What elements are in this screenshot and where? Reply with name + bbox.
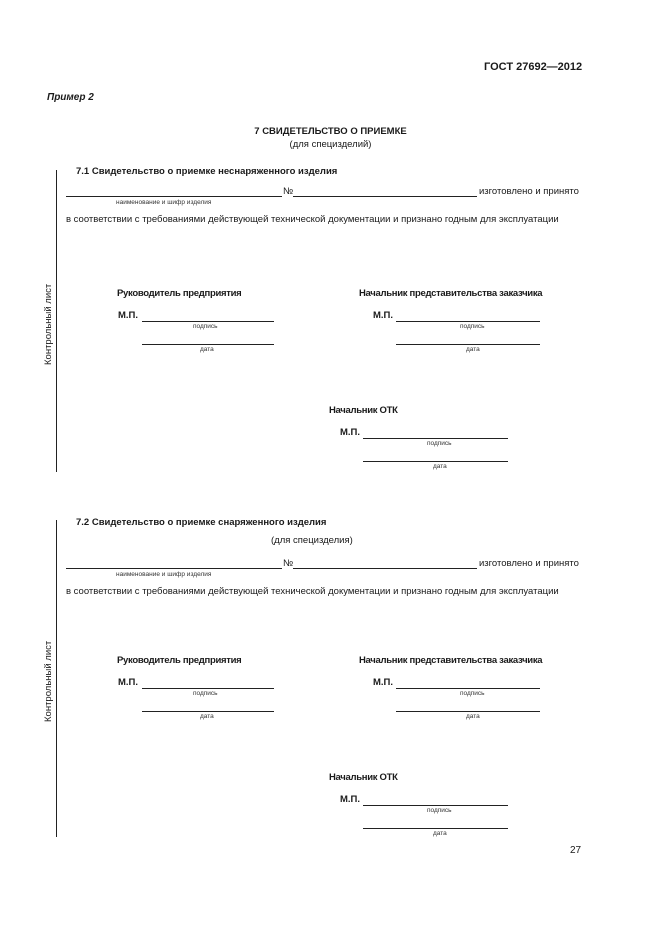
section2-qc-date-line[interactable] (363, 828, 508, 829)
section2-rep-date-line[interactable] (396, 711, 540, 712)
section1-rep-signature-caption: подпись (460, 323, 485, 330)
section1-side-label: Контрольный лист (43, 283, 54, 365)
section2-head-role: Руководитель предприятия (117, 655, 242, 666)
section2-accepted-text: изготовлено и принято (479, 558, 579, 569)
section2-rep-role: Начальник представительства заказчика (359, 655, 543, 666)
section2-subtitle: (для специзделия) (271, 535, 353, 546)
section1-rep-date-line[interactable] (396, 344, 540, 345)
section2-qc-mp: М.П. (340, 794, 361, 805)
section1-head-signature-line[interactable] (142, 321, 274, 322)
section1-number-line[interactable] (293, 196, 477, 197)
section2-head-signature-caption: подпись (193, 690, 218, 697)
example-label: Пример 2 (47, 92, 94, 103)
section1-qc-signature-line[interactable] (363, 438, 508, 439)
section2-qc-date-caption: дата (433, 830, 447, 837)
section1-qc-role: Начальник ОТК (329, 405, 398, 416)
section2-qc-signature-line[interactable] (363, 805, 508, 806)
section1-head-date-line[interactable] (142, 344, 274, 345)
section1-compliance-text: в соответствии с требованиями действующей технической документации и признано годным для эксплуатации (66, 214, 559, 225)
main-title: 7 СВИДЕТЕЛЬСТВО О ПРИЕМКЕ (254, 126, 407, 137)
section1-number-sign: № (283, 186, 294, 197)
section2-name-line[interactable] (66, 568, 282, 569)
section1-qc-date-caption: дата (433, 463, 447, 470)
section2-head-mp: М.П. (118, 677, 139, 688)
section2-rep-signature-caption: подпись (460, 690, 485, 697)
section2-rep-signature-line[interactable] (396, 688, 540, 689)
section1-title: 7.1 Свидетельство о приемке неснаряженного изделия (76, 166, 338, 177)
section1-name-caption: наименование и шифр изделия (116, 199, 212, 206)
section1-head-signature-caption: подпись (193, 323, 218, 330)
section2-head-date-caption: дата (200, 713, 214, 720)
section2-compliance-text: в соответствии с требованиями действующей технической документации и признано годным для эксплуатации (66, 586, 559, 597)
section2-qc-signature-caption: подпись (427, 807, 452, 814)
section2-head-signature-line[interactable] (142, 688, 274, 689)
section1-qc-date-line[interactable] (363, 461, 508, 462)
section2-name-caption: наименование и шифр изделия (116, 571, 212, 578)
section1-rep-mp: М.П. (373, 310, 394, 321)
section1-rep-signature-line[interactable] (396, 321, 540, 322)
section1-name-line[interactable] (66, 196, 282, 197)
section2-rep-mp: М.П. (373, 677, 394, 688)
section2-side-label: Контрольный лист (43, 640, 54, 722)
section1-head-date-caption: дата (200, 346, 214, 353)
section1-head-mp: М.П. (118, 310, 139, 321)
standard-number: ГОСТ 27692—2012 (484, 61, 583, 73)
section1-accepted-text: изготовлено и принято (479, 186, 579, 197)
section2-qc-role: Начальник ОТК (329, 772, 398, 783)
section1-head-role: Руководитель предприятия (117, 288, 242, 299)
section2-head-date-line[interactable] (142, 711, 274, 712)
section1-qc-signature-caption: подпись (427, 440, 452, 447)
section2-title: 7.2 Свидетельство о приемке снаряженного изделия (76, 517, 327, 528)
page-number: 27 (570, 845, 582, 856)
main-subtitle: (для специзделий) (289, 139, 372, 150)
section2-rep-date-caption: дата (466, 713, 480, 720)
section2-left-border (56, 520, 57, 837)
section2-number-sign: № (283, 558, 294, 569)
section1-rep-date-caption: дата (466, 346, 480, 353)
section1-left-border (56, 170, 57, 472)
section1-qc-mp: М.П. (340, 427, 361, 438)
section2-number-line[interactable] (293, 568, 477, 569)
section1-rep-role: Начальник представительства заказчика (359, 288, 543, 299)
